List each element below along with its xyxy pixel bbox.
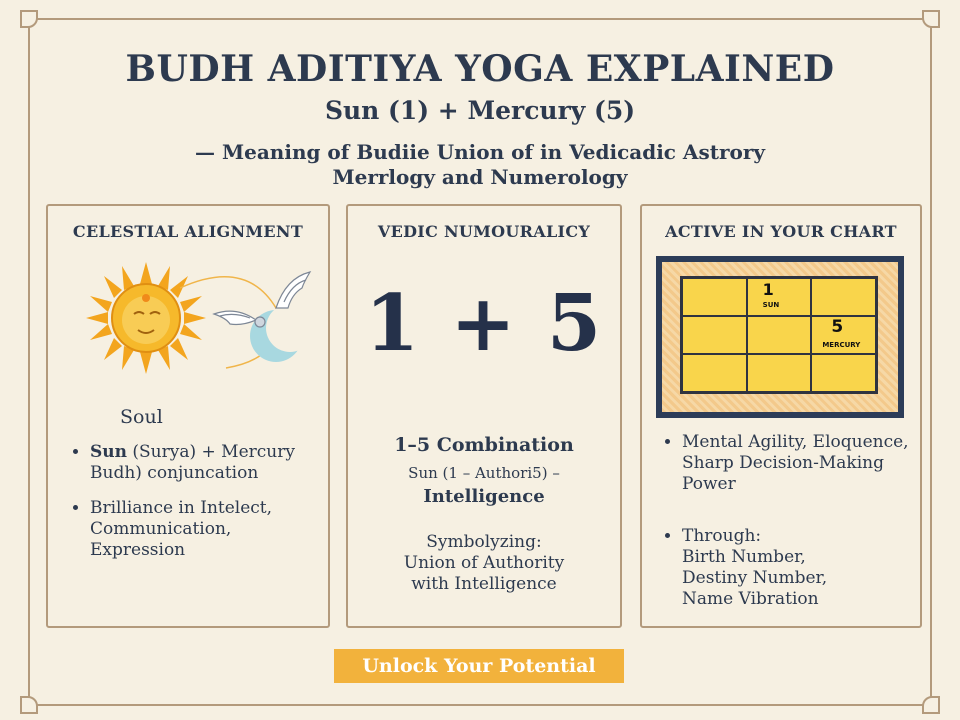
chart-cell: [682, 278, 747, 316]
frame-corner-ornament: [922, 10, 940, 28]
tagline-line-2: Merrlogy and Numerology: [332, 165, 628, 189]
celestial-bullets: [72, 442, 330, 575]
symbolizing-line: Union of Authority: [403, 553, 565, 573]
list-item: • Mental Agility, Eloquence, Sharp Decision-Making Power: [682, 432, 922, 495]
tagline-line-1: — Meaning of Budiie Union of in Vedicadic Astrory: [195, 140, 765, 164]
panel-title: CELESTIAL ALIGNMENT: [72, 222, 304, 241]
chart-cell: [811, 354, 876, 392]
chart-background: [662, 262, 898, 412]
symbolizing-text: [348, 532, 620, 595]
bullet-line: Name Vibration: [682, 589, 819, 609]
bullet-emphasis: Sun: [90, 442, 127, 462]
bullet-line: Destiny Number,: [682, 568, 828, 588]
list-item: [682, 526, 922, 610]
frame-corner-ornament: [20, 696, 38, 714]
crescent-moon-icon: [250, 304, 314, 362]
sun-label: SUN: [762, 301, 780, 309]
active-chart-panel: [640, 204, 922, 628]
bullet-line: Birth Number,: [682, 547, 806, 567]
mercury-label: MERCURY: [822, 341, 861, 349]
chart-cell: [747, 354, 812, 392]
combination-number: 1 + 5: [364, 278, 604, 369]
chart-bullets: [664, 526, 922, 624]
chart-grid: [680, 276, 878, 394]
sun-number: 1: [762, 280, 774, 299]
unlock-potential-button[interactable]: Unlock Your Potential: [334, 649, 624, 683]
chart-cell: [811, 278, 876, 316]
frame-corner-ornament: [922, 696, 940, 714]
chart-cell: [682, 354, 747, 392]
vedic-numerology-panel: [346, 204, 622, 628]
sun-and-moon-illustration: [76, 258, 316, 378]
sun-icon: [86, 262, 206, 374]
combination-detail: Sun (1 – Authori5) –: [408, 464, 560, 482]
soul-label: Soul: [120, 406, 163, 428]
chart-cell-sun: [747, 278, 812, 316]
symbolizing-line: with Intelligence: [411, 574, 557, 594]
panel-title: VEDIC NUMOURALICY: [377, 222, 591, 241]
chart-bullets: [664, 432, 922, 509]
combination-heading: 1–5 Combination: [394, 434, 574, 456]
intelligence-label: Intelligence: [423, 486, 545, 507]
bullet-line: • Through:: [682, 526, 762, 546]
panel-title: ACTIVE IN YOUR CHART: [665, 222, 897, 241]
mercury-number: 5: [831, 317, 844, 337]
page-title: BUDH ADITIYA YOGA EXPLAINED: [125, 48, 835, 90]
list-item: [90, 442, 330, 484]
bullet-text: (Surya) + Mercury Budh) conjuncation: [90, 442, 295, 483]
chart-cell-mercury: [811, 316, 876, 354]
chart-cell: [747, 316, 812, 354]
birth-chart: [656, 256, 904, 418]
chart-cell: [682, 316, 747, 354]
page-subtitle: Sun (1) + Mercury (5): [324, 96, 636, 125]
list-item: • Brilliance in Intelect, Communication, Expression: [90, 498, 330, 561]
symbolizing-line: Symbolyzing:: [426, 532, 542, 552]
celestial-alignment-panel: [46, 204, 330, 628]
tagline: [0, 140, 960, 190]
